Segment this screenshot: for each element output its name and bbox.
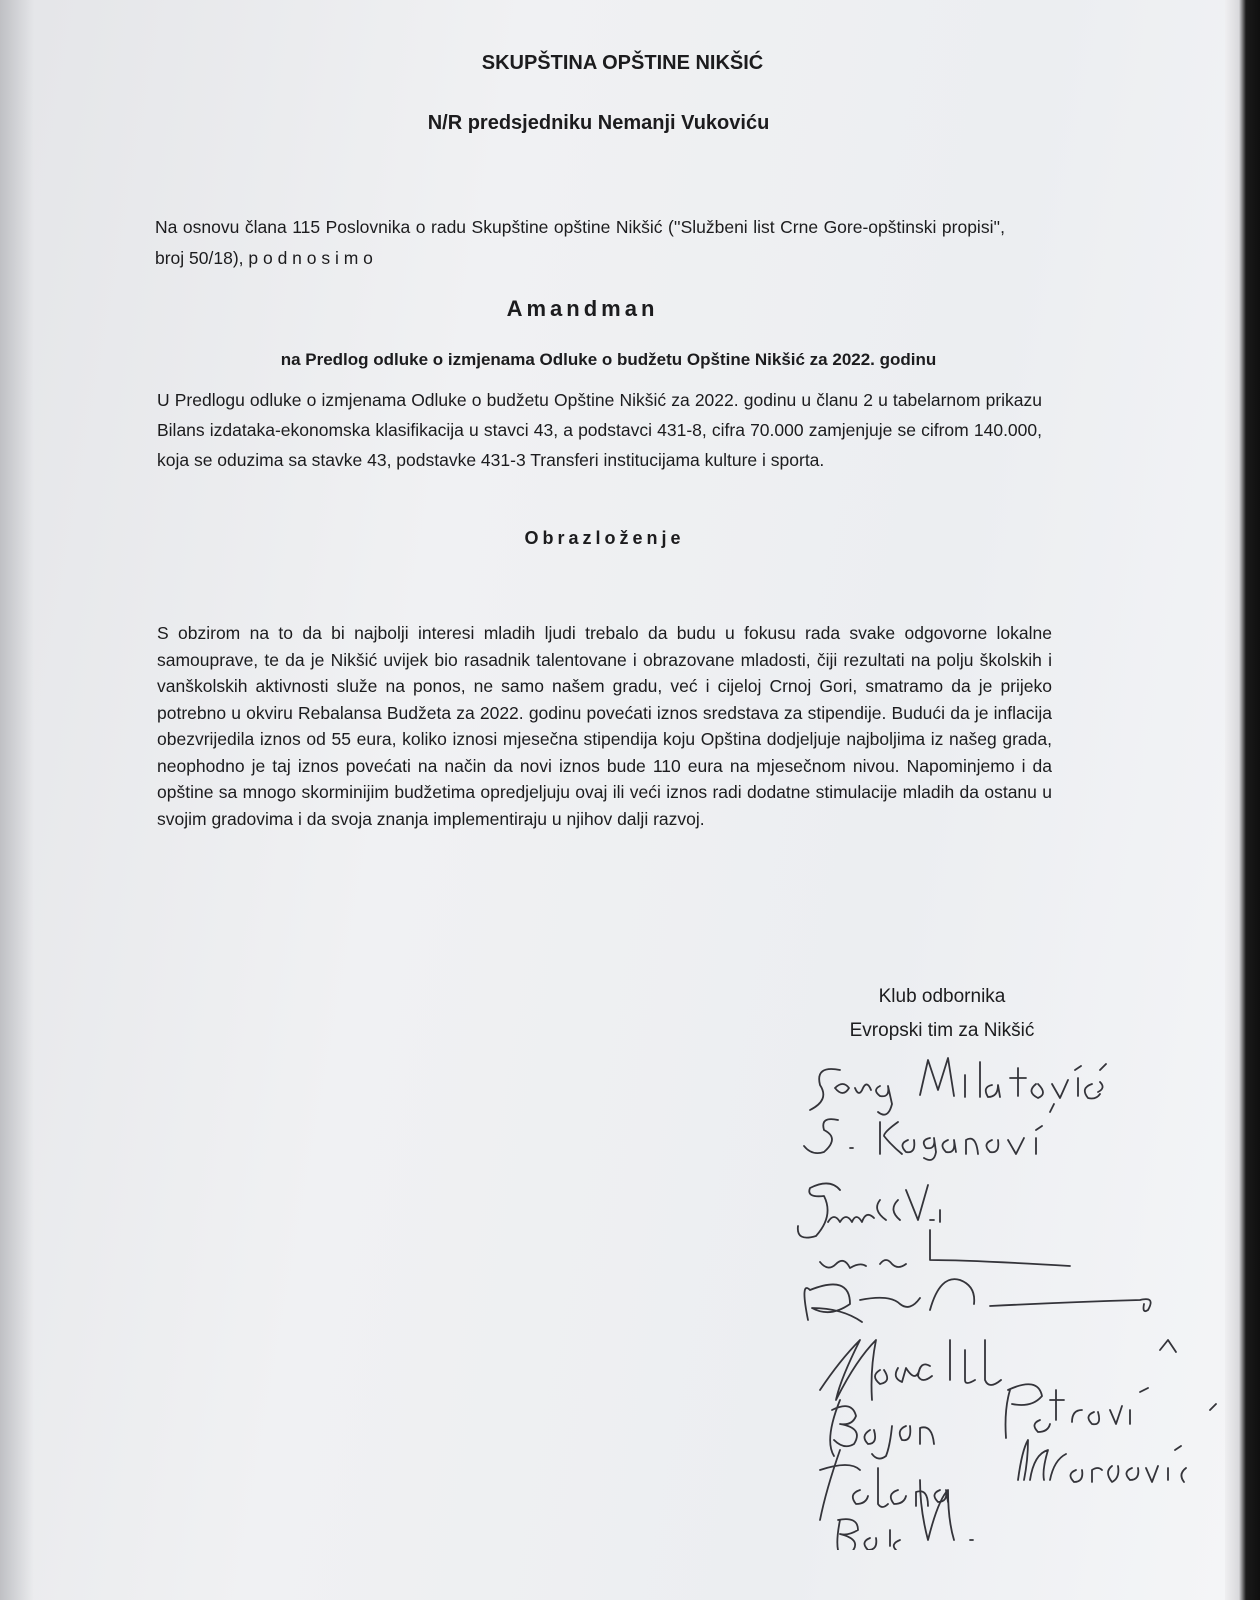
- team-label: Evropski tim za Nikšić: [849, 1020, 1035, 1041]
- amendment-subtitle: na Predlog odluke o izmjenama Odluke o budžetu Opštine Nikšić za 2022. godinu: [280, 350, 937, 369]
- assembly-heading: SKUPŠTINA OPŠTINE NIKŠIĆ: [481, 52, 764, 74]
- signatures-drawing: [780, 1050, 1220, 1550]
- paper-fold-shadow: [0, 0, 34, 1600]
- explanation-title: Obrazloženje: [524, 528, 685, 548]
- intro-paragraph: Na osnovu člana 115 Poslovnika o radu Skupštine opštine Nikšić (''Službeni list Crne Gore-opštinski propisi'', broj 50/18), p o d n o s i m o: [155, 217, 1005, 268]
- explanation-body: S obzirom na to da bi najbolji interesi mladih ljudi trebalo da budu u fokusu rada svake odgovorne lokalne samouprave, te da je Nikšić uvijek bio rasadnik talentovane i obrazovane mladosti, čiji rezultati na polju školskih i vanškolskih aktivnosti služe na ponos, ne samo našem gradu, već i cijeloj Crnoj Gori, smatramo da je prijeko potrebno u okviru Rebalansa Budžeta za 2022. godinu povećati iznos sredstava za stipendije. Budući da je inflacija obezvrijedila iznos od 55 eura, koliko iznosi mjesečna stipendija koju Opština dodjeljuje najboljima iz našeg grada, neophodno je taj iznos povećati na način da novi iznos bude 110 eura na mjesečnom nivou. Napominjemo i da opštine sa mnogo skorminijim budžetima opredjeljuju ovaj ili veći iznos radi dodatne stimulacije mladih da ostanu u svojim gradovima i da svoja znanja implementiraju u njihov dalji razvoj.: [157, 623, 1052, 829]
- handwritten-signatures: [780, 1050, 1220, 1550]
- amendment-title: Amandman: [506, 296, 659, 321]
- club-label: Klub odbornika: [878, 986, 1006, 1007]
- signature-block: [832, 980, 1052, 1048]
- amendment-body: U Predlogu odluke o izmjenama Odluke o budžetu Opštine Nikšić za 2022. godinu u članu 2 u tabelarnom prikazu Bilans izdataka-ekonomska klasifikacija u stavci 43, a podstavci 431-8, cifra 70.000 zamjenjuje se cifrom 140.000, koja se oduzima sa stavke 43, podstavke 431-3 Transferi institucijama kulture i sporta.: [157, 390, 1042, 470]
- addressee-heading: N/R predsjedniku Nemanji Vukoviću: [427, 112, 770, 134]
- background-edge: [1225, 0, 1260, 1600]
